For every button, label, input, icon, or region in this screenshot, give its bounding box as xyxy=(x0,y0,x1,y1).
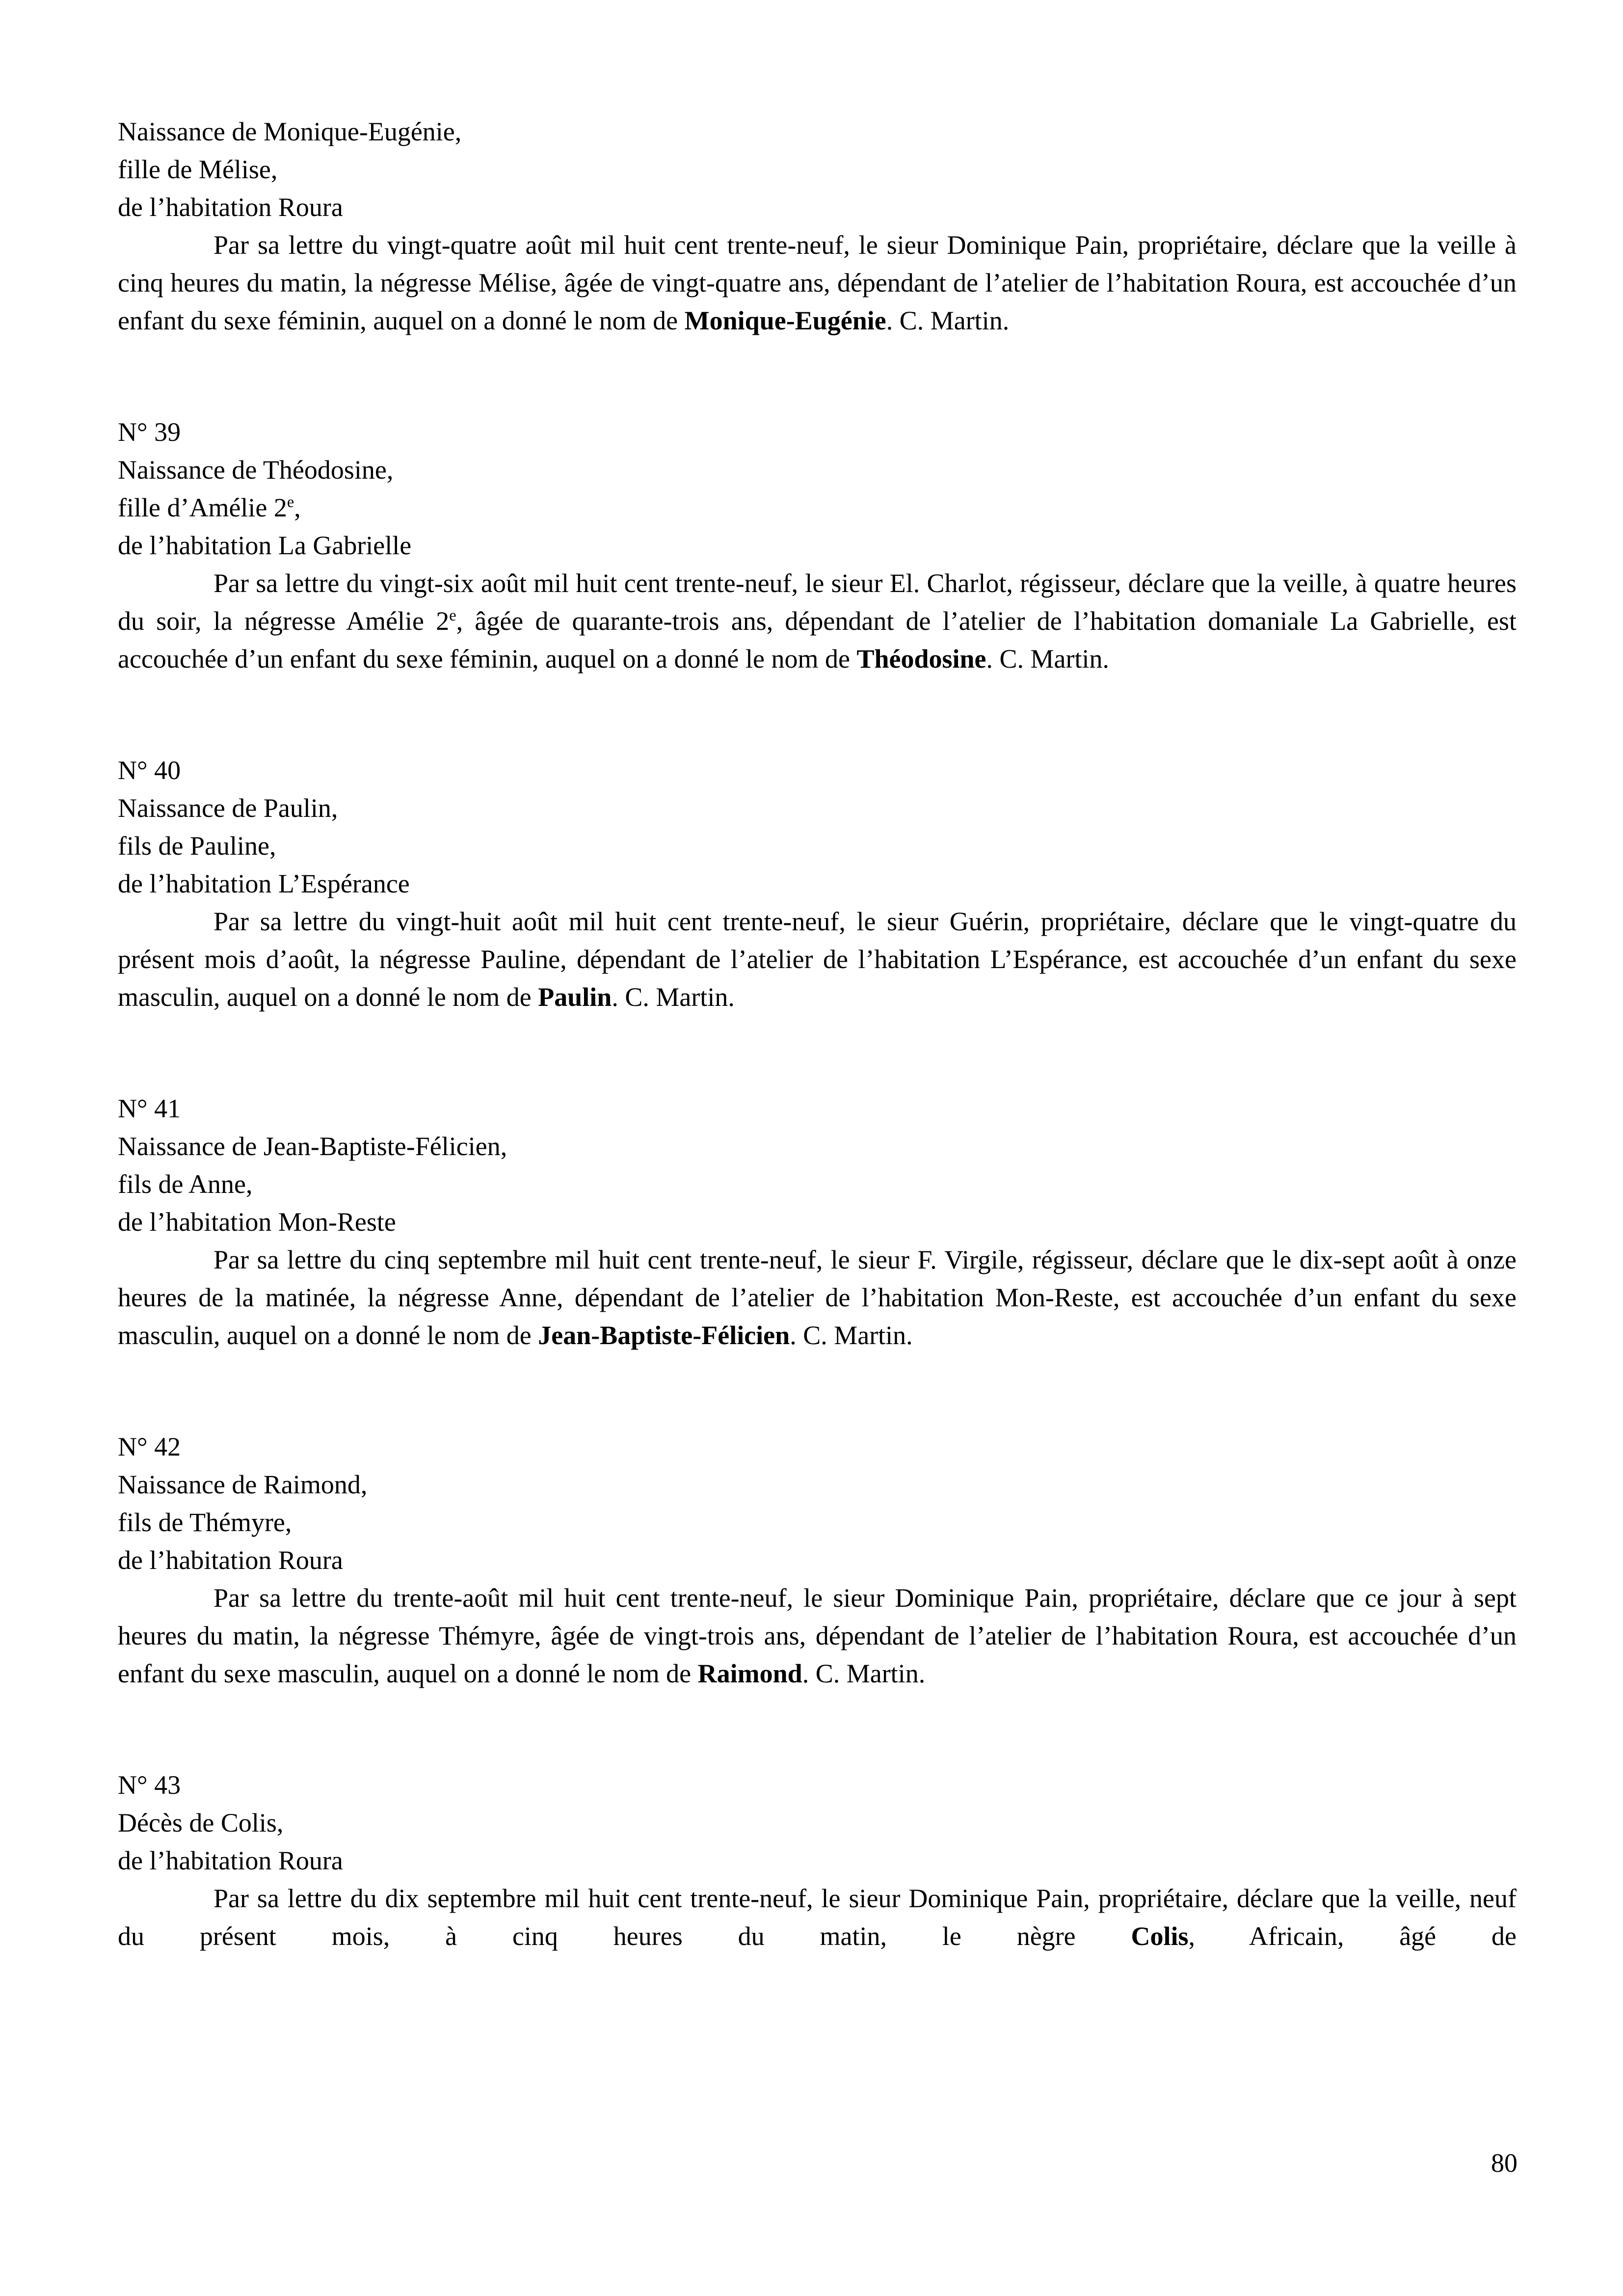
entry-title: Naissance de Théodosine, xyxy=(118,455,394,485)
entry-habitation: de l’habitation La Gabrielle xyxy=(118,531,412,560)
register-entry xyxy=(118,752,1517,1016)
entry-name-bold: Théodosine xyxy=(856,644,986,674)
register-entry xyxy=(118,413,1517,678)
entry-text: Par sa lettre du trente-août mil huit cent trente-neuf, le sieur Dominique Pain, propriétaire, déclare que ce jour à sept heures du matin, la négresse Thémyre, âgée de vingt-trois ans, dépendant de l’atelier de l’habitation Roura, est accouchée d’un enfant du sexe masculin, auquel on a donné le nom de Raimond. C. Martin. xyxy=(118,1583,1517,1688)
entry-parent: fils de Anne, xyxy=(118,1169,253,1199)
entry-name-bold: Paulin xyxy=(538,982,612,1012)
entry-habitation: de l’habitation Mon-Reste xyxy=(118,1207,396,1237)
register-entry xyxy=(118,1766,1517,1955)
entry-number: N° 42 xyxy=(118,1432,181,1461)
entry-text: Par sa lettre du vingt-huit août mil huit cent trente-neuf, le sieur Guérin, propriétaire, déclare que le vingt-quatre du présent mois d’août, la négresse Pauline, dépendant de l’atelier de l’habitation L’Espérance, est accouchée d’un enfant du sexe masculin, auquel on a donné le nom de Paulin. C. Martin. xyxy=(118,907,1517,1012)
entry-title: Naissance de Raimond, xyxy=(118,1470,368,1499)
entry-title: Décès de Colis, xyxy=(118,1808,284,1837)
entry-parent: fille d’Amélie 2e, xyxy=(118,493,301,522)
entry-number: N° 43 xyxy=(118,1770,181,1800)
entry-text: Par sa lettre du dix septembre mil huit cent trente-neuf, le sieur Dominique Pain, propriétaire, déclare que la veille, neuf du présent mois, à cinq heures du matin, le nègre Colis, Africain, âgé de xyxy=(118,1884,1517,1951)
entry-habitation: de l’habitation Roura xyxy=(118,1545,343,1575)
page-number: 80 xyxy=(1491,2148,1517,2178)
entry-text: Par sa lettre du vingt-six août mil huit cent trente-neuf, le sieur El. Charlot, régisseur, déclare que la veille, à quatre heures du soir, la négresse Amélie 2e, âgée de quarante-trois ans, dépendant de l’atelier de l’habitation domaniale La Gabrielle, est accouchée d’un enfant du sexe féminin, auquel on a donné le nom de Théodosine. C. Martin. xyxy=(118,568,1517,674)
entry-name-bold: Colis xyxy=(1131,1921,1189,1951)
entry-parent: fille de Mélise, xyxy=(118,155,278,184)
register-entry xyxy=(118,1090,1517,1354)
entry-title: Naissance de Jean-Baptiste-Félicien, xyxy=(118,1132,507,1161)
entry-parent: fils de Pauline, xyxy=(118,831,276,861)
register-entry xyxy=(118,1428,1517,1693)
entry-text: Par sa lettre du cinq septembre mil huit cent trente-neuf, le sieur F. Virgile, régisseur, déclare que le dix-sept août à onze heures de la matinée, la négresse Anne, dépendant de l’atelier de l’habitation Mon-Reste, est accouchée d’un enfant du sexe masculin, auquel on a donné le nom de Jean-Baptiste-Félicien. C. Martin. xyxy=(118,1245,1517,1350)
entry-name-bold: Raimond xyxy=(697,1659,802,1688)
entry-title: Naissance de Paulin, xyxy=(118,793,338,823)
entry-name-bold: Monique-Eugénie xyxy=(684,306,886,335)
document-page xyxy=(118,113,1517,2029)
entry-name-bold: Jean-Baptiste-Félicien xyxy=(538,1321,790,1350)
entry-text: Par sa lettre du vingt-quatre août mil huit cent trente-neuf, le sieur Dominique Pain, propriétaire, déclare que la veille à cinq heures du matin, la négresse Mélise, âgée de vingt-quatre ans, dépendant de l’atelier de l’habitation Roura, est accouchée d’un enfant du sexe féminin, auquel on a donné le nom de Monique-Eugénie. C. Martin. xyxy=(118,230,1517,335)
entry-habitation: de l’habitation L’Espérance xyxy=(118,869,410,898)
register-entry xyxy=(118,113,1517,340)
entry-number: N° 39 xyxy=(118,417,181,447)
entry-number: N° 40 xyxy=(118,756,181,785)
entry-number: N° 41 xyxy=(118,1094,181,1123)
entry-habitation: de l’habitation Roura xyxy=(118,1846,343,1875)
entry-habitation: de l’habitation Roura xyxy=(118,192,343,222)
entry-title: Naissance de Monique-Eugénie, xyxy=(118,117,462,146)
entry-parent: fils de Thémyre, xyxy=(118,1508,292,1537)
